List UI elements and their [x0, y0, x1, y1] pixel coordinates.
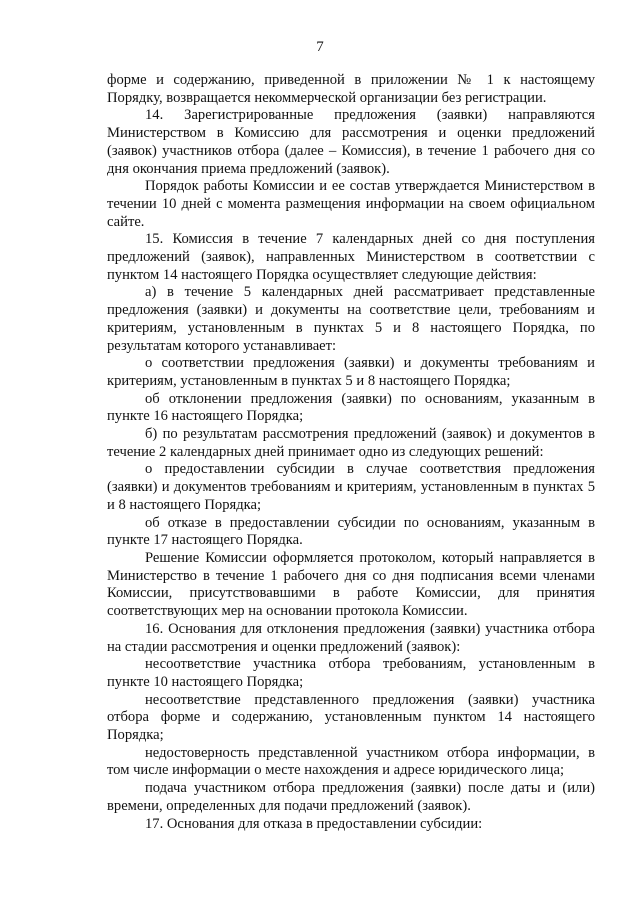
paragraph-item-14: 14. Зарегистрированные предложения (заявки) направляются Министерством в Комиссию для рассмотрения и оценки предложений (заявок) участников отбора (далее – Комиссия), в течение 1 рабочего дня со дня окончания приема предложений (заявок). [107, 107, 595, 177]
paragraph-item-15: 15. Комиссия в течение 7 календарных дней со дня поступления предложений (заявок), направленных Министерством в соответствии с пунктом 14 настоящего Порядка осуществляет следующие действия: [107, 231, 595, 283]
paragraph-commission-protocol: Решение Комиссии оформляется протоколом, который направляется в Министерство в течение 1 рабочего дня со дня подписания всеми членами Комиссии, присутствовавшими в работе Комиссии, для принятия соответствующих мер на основании протокола Комиссии. [107, 549, 595, 620]
paragraph-compliance: о соответствии предложения (заявки) и документы требованиям и критериям, установленным в пунктах 5 и 8 настоящего Порядка; [107, 355, 595, 389]
paragraph-subitem-a: а) в течение 5 календарных дней рассматривает представленные предложения (заявки) и документы на соответствие цели, требованиям и критериям, установленным в пунктах 5 и 8 настоящего Порядка, по результатам которого устанавливает: [107, 284, 595, 354]
paragraph-commission-procedure: Порядок работы Комиссии и ее состав утверждается Министерством в течении 10 дней с момента размещения информации на своем официальном сайте. [107, 178, 595, 230]
paragraph-item-17: 17. Основания для отказа в предоставлении субсидии: [145, 815, 483, 832]
paragraph-rejection: об отклонении предложения (заявки) по основаниям, указанным в пункте 16 настоящего Порядка; [107, 390, 595, 425]
paragraph-ground-unreliable: недостоверность представленной участником отбора информации, в том числе информации о месте нахождения и адресе юридического лица; [107, 744, 595, 779]
page-number: 7 [316, 39, 324, 55]
paragraph-continuation: форме и содержанию, приведенной в приложении № 1 к настоящему Порядку, возвращается некоммерческой организации без регистрации. [107, 72, 595, 106]
paragraph-item-16: 16. Основания для отклонения предложения (заявки) участника отбора на стадии рассмотрения и оценки предложений (заявок): [107, 620, 595, 655]
paragraph-ground-form: несоответствие представленного предложения (заявки) участника отбора форме и содержанию, установленным пунктом 14 настоящего Порядка; [107, 691, 595, 744]
paragraph-ground-late: подача участником отбора предложения (заявки) после даты и (или) времени, определенных для подачи предложений (заявок). [107, 780, 595, 814]
paragraph-ground-requirements: несоответствие участника отбора требованиям, установленным в пункте 10 настоящего Порядка; [107, 656, 595, 690]
paragraph-subitem-b: б) по результатам рассмотрения предложений (заявок) и документов в течение 2 календарных дней принимает одно из следующих решений: [107, 426, 595, 460]
document-body [107, 72, 595, 833]
paragraph-grant-decision: о предоставлении субсидии в случае соответствия предложения (заявки) и документов требованиям и критериям, установленным в пунктах 5 и 8 настоящего Порядка; [107, 461, 595, 513]
paragraph-refusal-decision: об отказе в предоставлении субсидии по основаниям, указанным в пункте 17 настоящего Порядка. [107, 514, 595, 549]
